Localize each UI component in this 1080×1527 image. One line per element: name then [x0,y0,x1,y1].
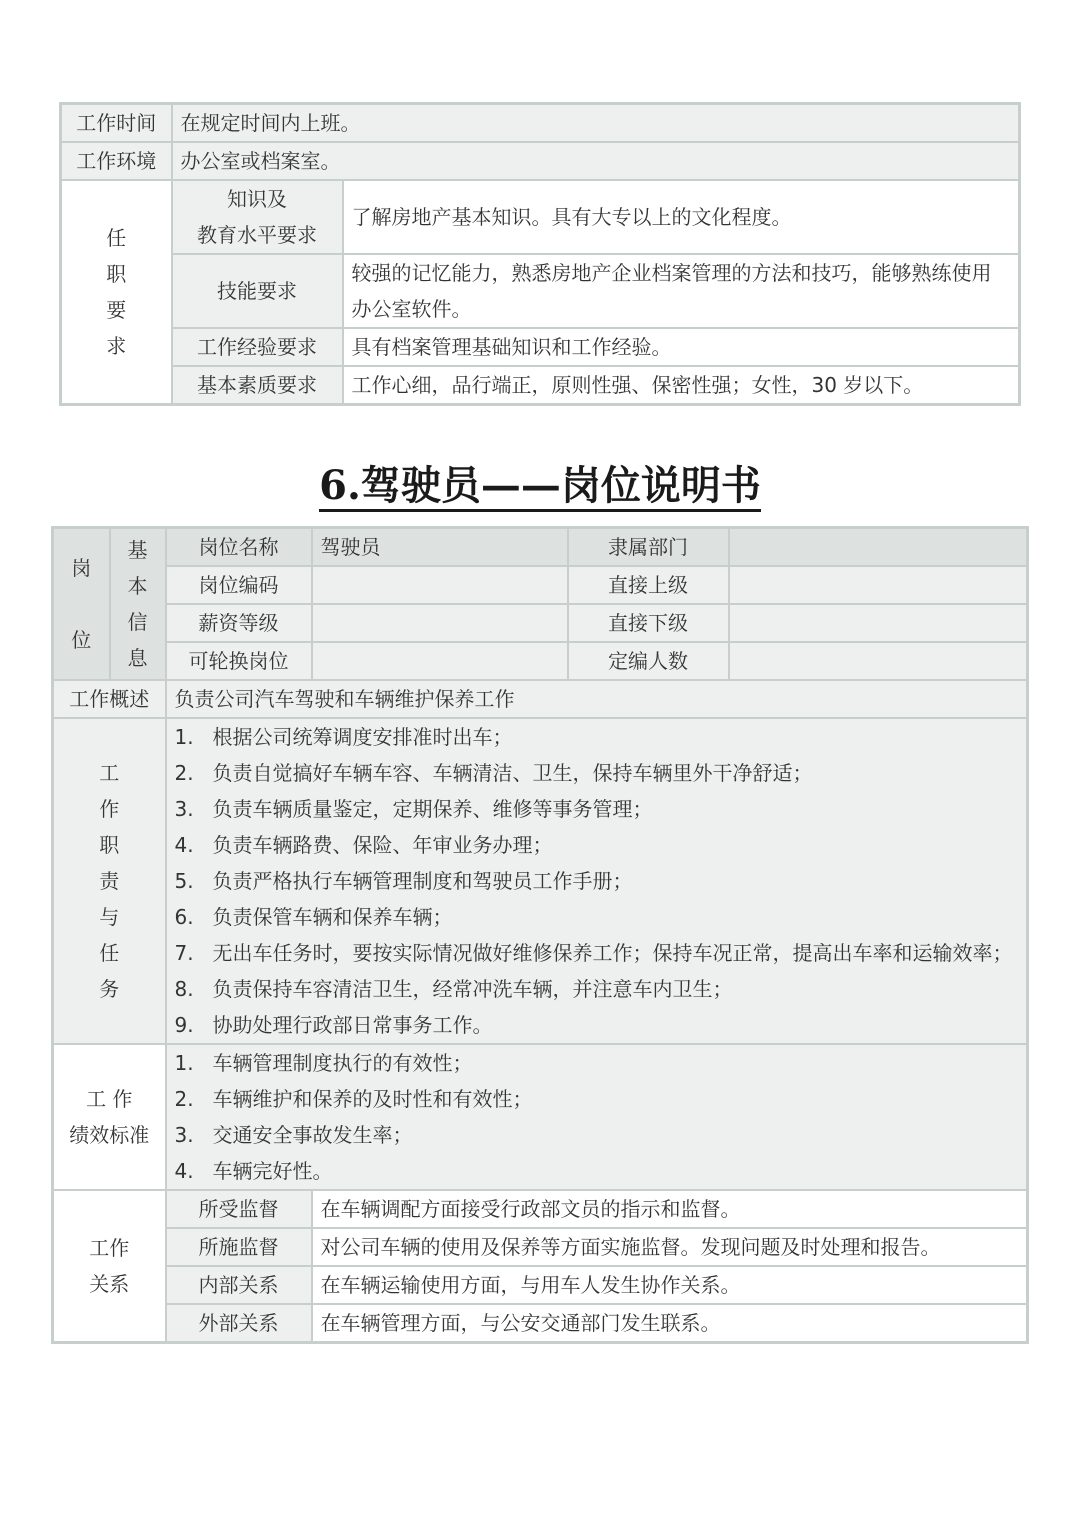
duties-list-cell [166,718,1028,1044]
item-text: 负责自觉搞好车辆车容、车辆清洁、卫生，保持车辆里外干净舒适； [212,761,813,785]
post-label-char: 岗 [71,556,92,580]
post-name-value: 驾驶员 [312,528,568,567]
knowledge-label-line: 教育水平要求 [197,223,317,247]
relation-label [53,1190,166,1343]
basic-info-label-char: 本 [127,574,148,598]
relation-label-line: 工作 [89,1236,130,1260]
post-label [53,528,110,681]
list-item [175,1045,1019,1081]
item-text: 负责严格执行车辆管理制度和驾驶员工作手册； [212,869,633,893]
supervised-by-label: 所受监督 [166,1190,312,1228]
knowledge-label-line: 知识及 [227,187,287,211]
department-label: 隶属部门 [568,528,729,567]
list-item [175,899,1019,935]
performance-label-line: 工 作 [86,1087,133,1111]
qualification-table [59,102,1021,406]
duties-label-char: 与 [99,905,120,929]
basic-info-label-char: 息 [127,646,148,670]
skill-label: 技能要求 [172,254,343,328]
list-item [175,1007,1019,1043]
duties-label-char: 任 [99,941,120,965]
item-number: 1. [174,725,194,749]
list-item [175,971,1019,1007]
item-number: 4. [174,1159,194,1183]
skill-value: 较强的记忆能力，熟悉房地产企业档案管理的方法和技巧，能够熟练使用办公室软件。 [343,254,1020,328]
department-value [729,528,1028,567]
item-number: 3. [174,1123,194,1147]
internal-relation-value: 在车辆运输使用方面，与用车人发生协作关系。 [312,1266,1028,1304]
list-item [175,935,1019,971]
basic-info-label-char: 基 [127,538,148,562]
relation-label-line: 关系 [89,1272,130,1296]
item-text: 无出车任务时，要按实际情况做好维修保养工作；保持车况正常，提高出车率和运输效率； [212,941,1013,965]
performance-list [175,1045,1019,1189]
duties-list [175,719,1019,1043]
item-text: 交通安全事故发生率； [212,1123,413,1147]
page-title-text: 6.驾驶员——岗位说明书 [319,462,761,512]
qualification-label [61,180,172,405]
list-item [175,791,1019,827]
performance-label-line: 绩效标准 [69,1123,150,1147]
quality-label: 基本素质要求 [172,366,343,405]
direct-superior-label: 直接上级 [568,566,729,604]
duties-label-char: 作 [99,797,120,821]
job-description-table [51,526,1029,1344]
experience-value: 具有档案管理基础知识和工作经验。 [343,328,1020,366]
post-name-label: 岗位名称 [166,528,312,567]
external-relation-value: 在车辆管理方面，与公安交通部门发生联系。 [312,1304,1028,1343]
item-number: 5. [174,869,194,893]
item-text: 负责车辆路费、保险、年审业务办理； [212,833,553,857]
basic-info-label [110,528,166,681]
salary-grade-value [312,604,568,642]
post-label-char: 位 [71,628,92,652]
item-text: 车辆完好性。 [212,1159,333,1183]
direct-subordinate-label: 直接下级 [568,604,729,642]
work-env-label: 工作环境 [61,142,172,180]
knowledge-label [172,180,343,254]
post-code-label: 岗位编码 [166,566,312,604]
item-number: 3. [174,797,194,821]
salary-grade-label: 薪资等级 [166,604,312,642]
experience-label: 工作经验要求 [172,328,343,366]
qualification-label-char: 求 [106,334,127,358]
list-item [175,1081,1019,1117]
item-number: 6. [174,905,194,929]
performance-list-cell [166,1044,1028,1190]
qualification-label-char: 要 [106,298,127,322]
rotation-post-value [312,642,568,680]
supervised-by-value: 在车辆调配方面接受行政部文员的指示和监督。 [312,1190,1028,1228]
duties-label-char: 职 [99,833,120,857]
list-item [175,755,1019,791]
headcount-value [729,642,1028,680]
item-text: 车辆维护和保养的及时性和有效性； [212,1087,533,1111]
list-item [175,1153,1019,1189]
item-text: 负责保管车辆和保养车辆； [212,905,453,929]
work-env-value: 办公室或档案室。 [172,142,1020,180]
direct-subordinate-value [729,604,1028,642]
item-text: 根据公司统筹调度安排准时出车； [212,725,513,749]
knowledge-value: 了解房地产基本知识。具有大专以上的文化程度。 [343,180,1020,254]
duties-label-char: 工 [99,761,120,785]
performance-label [53,1044,166,1190]
page-title [0,458,1080,514]
item-text: 负责保持车容清洁卫生，经常冲洗车辆，并注意车内卫生； [212,977,733,1001]
item-number: 7. [174,941,194,965]
list-item [175,1117,1019,1153]
duties-label [53,718,166,1044]
item-text: 车辆管理制度执行的有效性； [212,1051,473,1075]
item-number: 8. [174,977,194,1001]
item-number: 4. [174,833,194,857]
overview-value: 负责公司汽车驾驶和车辆维护保养工作 [166,680,1028,718]
qualification-label-char: 职 [106,262,127,286]
item-number: 9. [174,1013,194,1037]
item-text: 协助处理行政部日常事务工作。 [212,1013,493,1037]
item-number: 1. [174,1051,194,1075]
internal-relation-label: 内部关系 [166,1266,312,1304]
list-item [175,719,1019,755]
direct-superior-value [729,566,1028,604]
item-number: 2. [174,761,194,785]
post-code-value [312,566,568,604]
qualification-label-char: 任 [106,226,127,250]
quality-value: 工作心细，品行端正，原则性强、保密性强；女性，30 岁以下。 [343,366,1020,405]
duties-label-char: 务 [99,977,120,1001]
duties-label-char: 责 [99,869,120,893]
list-item [175,827,1019,863]
item-number: 2. [174,1087,194,1111]
work-time-label: 工作时间 [61,104,172,143]
basic-info-label-char: 信 [127,610,148,634]
work-time-value: 在规定时间内上班。 [172,104,1020,143]
overview-label: 工作概述 [53,680,166,718]
list-item [175,863,1019,899]
rotation-post-label: 可轮换岗位 [166,642,312,680]
supervises-label: 所施监督 [166,1228,312,1266]
external-relation-label: 外部关系 [166,1304,312,1343]
item-text: 负责车辆质量鉴定，定期保养、维修等事务管理； [212,797,653,821]
headcount-label: 定编人数 [568,642,729,680]
supervises-value: 对公司车辆的使用及保养等方面实施监督。发现问题及时处理和报告。 [312,1228,1028,1266]
